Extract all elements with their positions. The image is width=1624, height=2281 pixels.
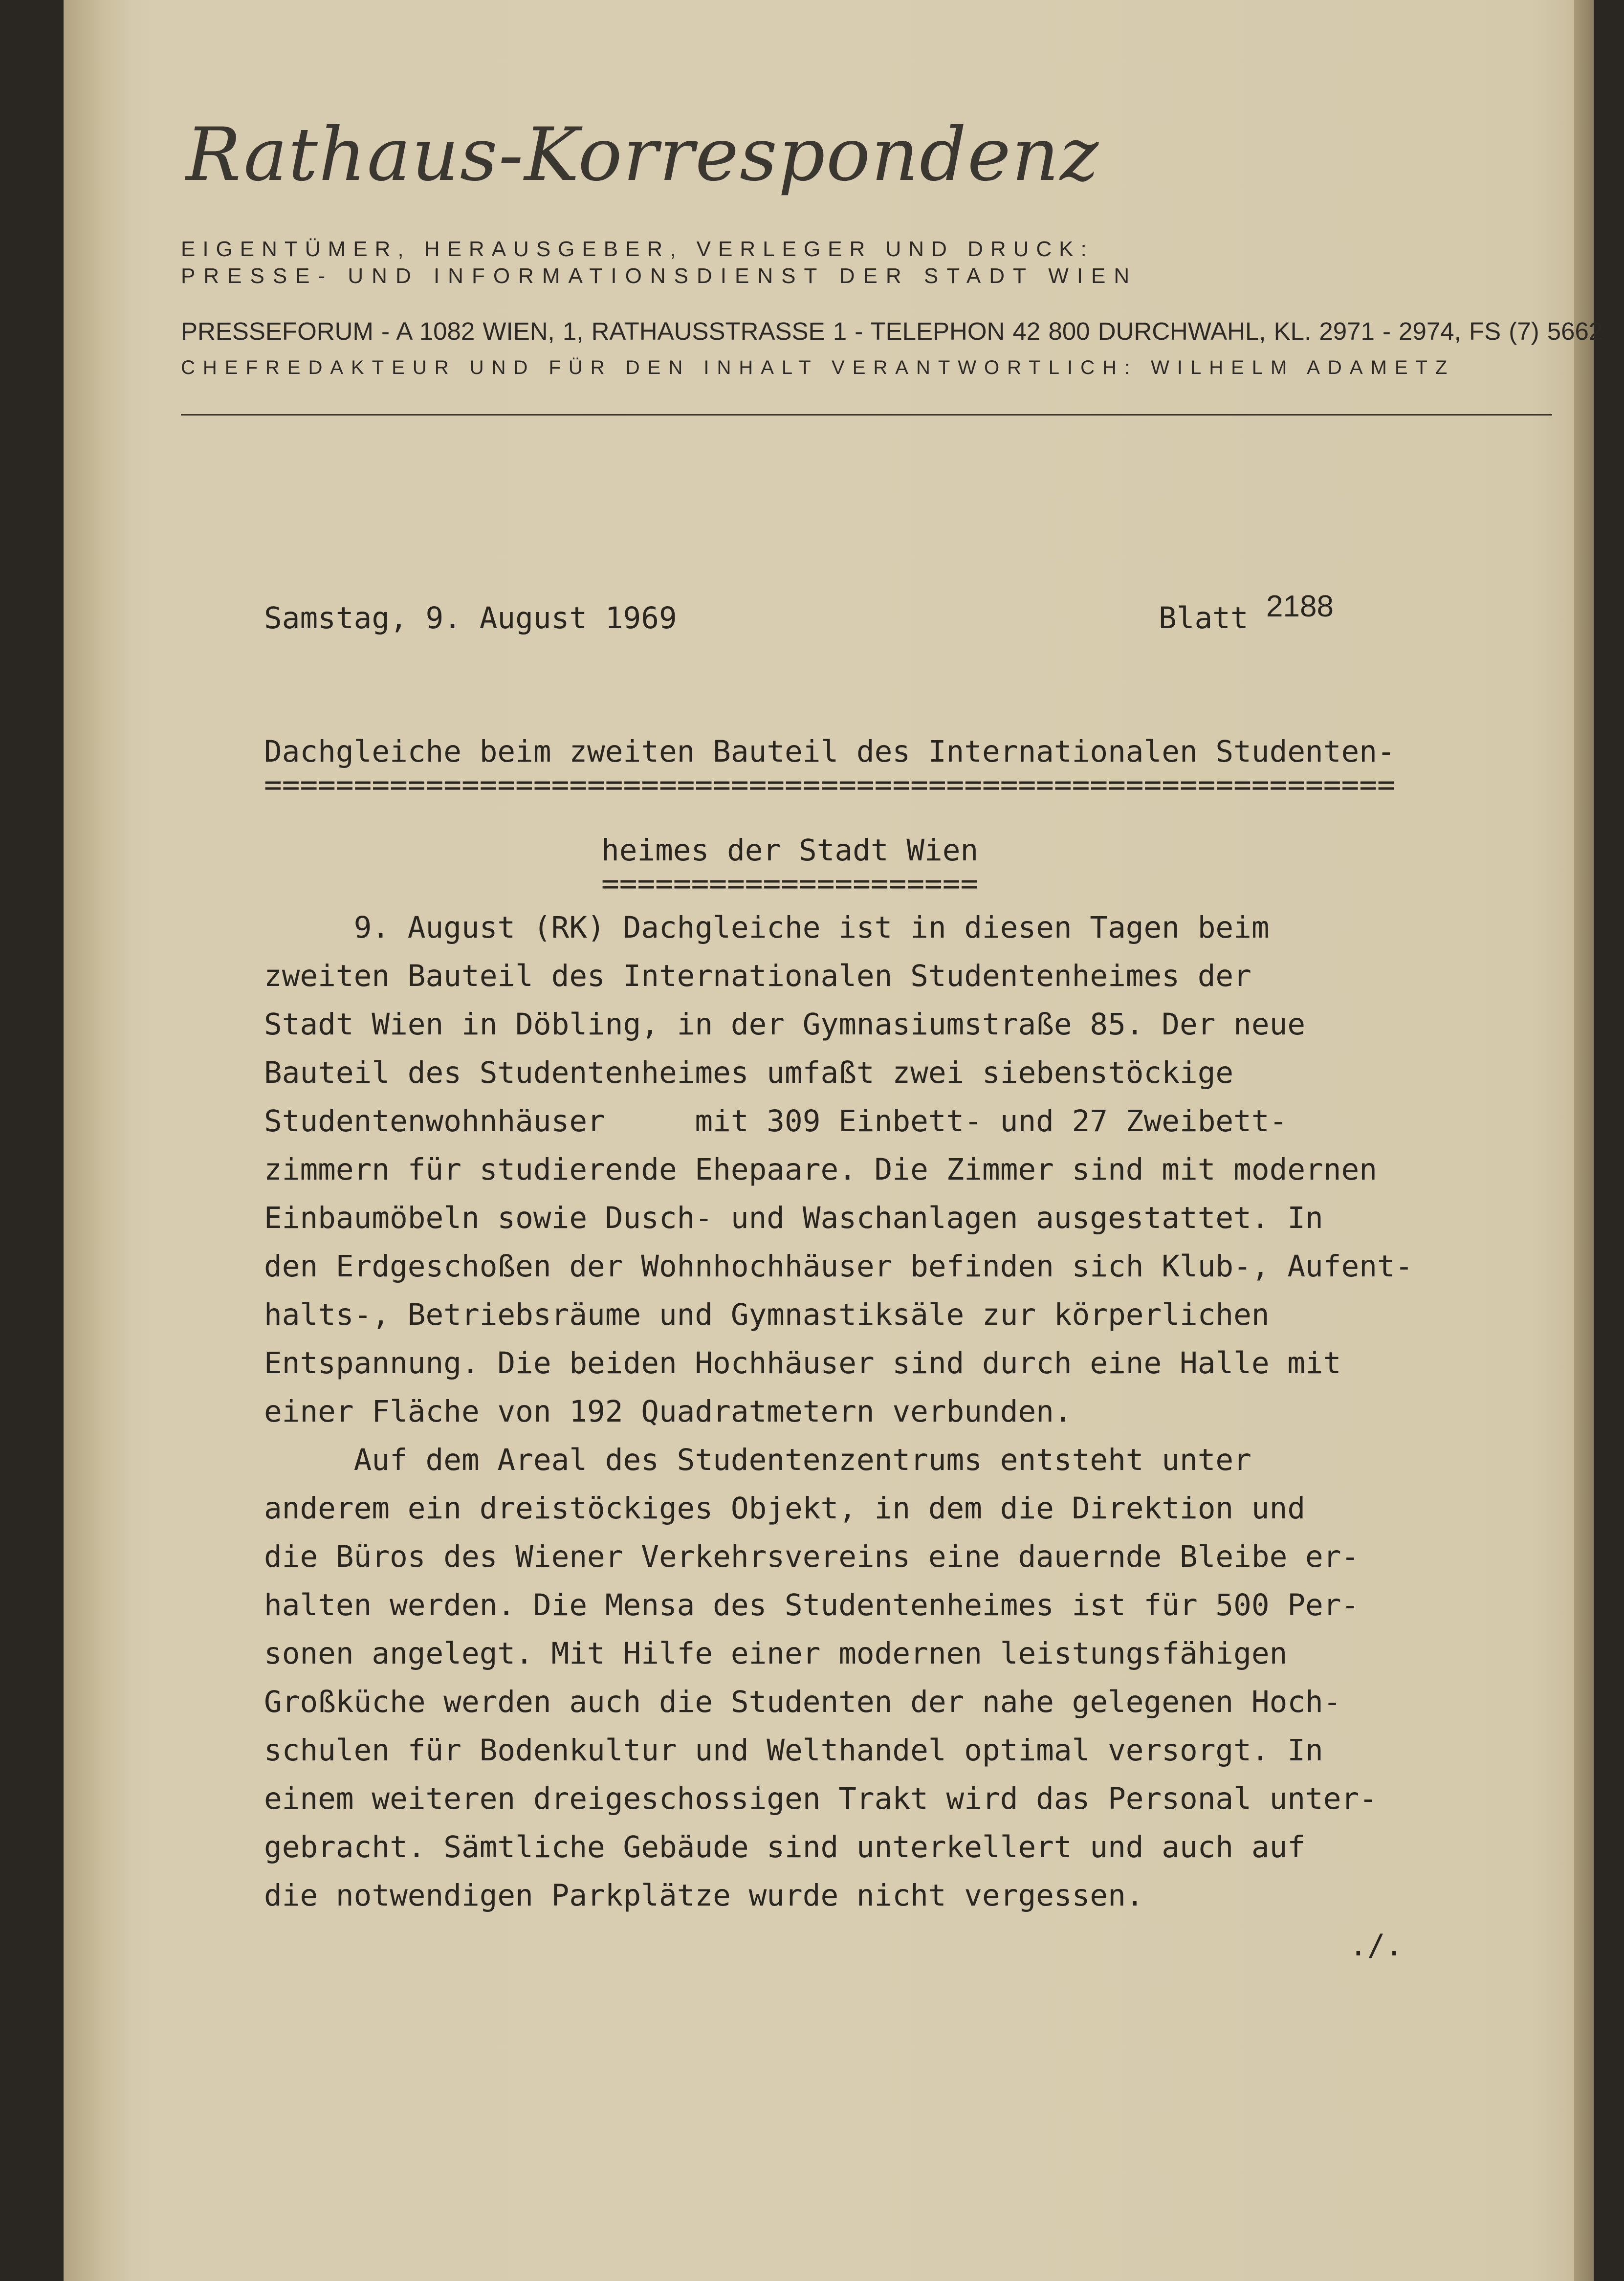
body-line: Großküche werden auch die Studenten der nahe gelegenen Hoch- [264,1685,1341,1719]
headline-line-1: Dachgleiche beim zweiten Bauteil des Internationalen Studenten- [264,734,1395,769]
continuation-mark: ./. [1349,1928,1404,1963]
page-binding-edge [64,0,132,2281]
body-line: zimmern für studierende Ehepaare. Die Zimmer sind mit modernen [264,1152,1377,1187]
document-page [64,0,1603,2281]
body-line: einem weiteren dreigeschossigen Trakt wird das Personal unter- [264,1781,1377,1816]
masthead-title: Rathaus-Korrespondenz [186,112,1100,197]
body-line: halten werden. Die Mensa des Studentenheimes ist für 500 Per- [264,1588,1360,1623]
owner-line: EIGENTÜMER, HERAUSGEBER, VERLEGER UND DRUCK: [181,237,1094,261]
body-line: Stadt Wien in Döbling, in der Gymnasiumstraße 85. Der neue [264,1007,1306,1042]
body-line: anderem ein dreistöckiges Objekt, in dem die Direktion und [264,1491,1306,1526]
owner-subline: PRESSE- UND INFORMATIONSDIENST DER STADT WIEN [181,264,1138,288]
body-line: Einbaumöbeln sowie Dusch- und Waschanlagen ausgestattet. In [264,1201,1323,1235]
header-divider [181,414,1552,416]
contact-line: PRESSEFORUM - A 1082 WIEN, 1, RATHAUSSTRASSE 1 - TELEPHON 42 800 DURCHWAHL, KL. 2971 - 2974, FS (7) 5662 [181,317,1603,345]
headline-underline-1: =============================================================== [264,768,1395,802]
sheet-label: Blatt [1159,601,1249,636]
body-line: Auf dem Areal des Studentenzentrums entsteht unter [264,1443,1251,1477]
body-line: sonen angelegt. Mit Hilfe einer modernen leistungsfähigen [264,1636,1288,1671]
body-line: halts-, Betriebsräume und Gymnastiksäle zur körperlichen [264,1297,1270,1332]
body-line: zweiten Bauteil des Internationalen Studentenheimes der [264,959,1251,993]
body-line: 9. August (RK) Dachgleiche ist in diesen Tagen beim [264,910,1270,945]
body-line: Entspannung. Die beiden Hochhäuser sind durch eine Halle mit [264,1346,1341,1381]
body-line: die Büros des Wiener Verkehrsvereins eine dauernde Bleibe er- [264,1539,1360,1574]
body-line: Bauteil des Studentenheimes umfaßt zwei siebenstöckige [264,1055,1234,1090]
body-line: den Erdgeschoßen der Wohnhochhäuser befinden sich Klub-, Aufent- [264,1249,1413,1284]
body-line: gebracht. Sämtliche Gebäude sind unterkellert und auch auf [264,1830,1306,1864]
editor-line: CHEFREDAKTEUR UND FÜR DEN INHALT VERANTWORTLICH: WILHELM ADAMETZ [181,357,1455,378]
sheet-number: 2188 [1266,590,1334,623]
body-line: einer Fläche von 192 Quadratmetern verbunden. [264,1394,1072,1429]
headline-underline-2: ===================== [601,866,979,901]
body-line: die notwendigen Parkplätze wurde nicht vergessen. [264,1878,1144,1913]
date-line: Samstag, 9. August 1969 [264,601,677,636]
body-line: Studentenwohnhäuser mit 309 Einbett- und 27 Zweibett- [264,1104,1288,1139]
headline-line-2: heimes der Stadt Wien [601,833,979,868]
body-line: schulen für Bodenkultur und Welthandel optimal versorgt. In [264,1733,1323,1768]
